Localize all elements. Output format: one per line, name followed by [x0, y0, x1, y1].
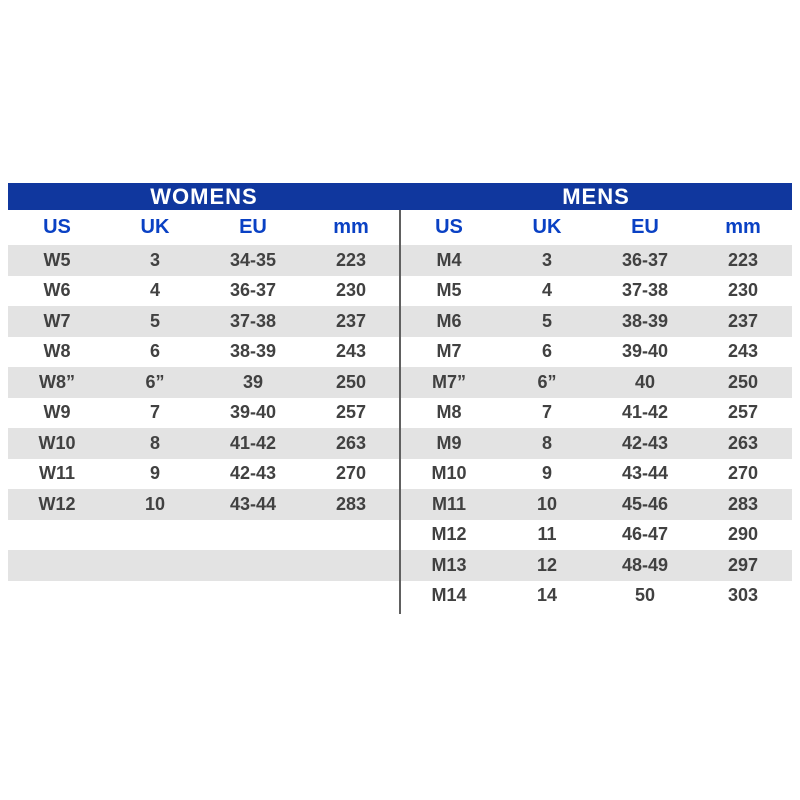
- cell-uk: 7: [149, 402, 160, 423]
- cell-us: M6: [436, 310, 462, 331]
- table-row: [8, 428, 400, 459]
- cell-uk: 5: [149, 310, 160, 331]
- cell-us: [8, 581, 106, 612]
- table-row-empty: [8, 520, 400, 551]
- cell-mm: 290: [727, 524, 759, 545]
- cell-eu: 39-40: [229, 402, 277, 423]
- cell-uk: 6: [149, 341, 160, 362]
- cell-uk: 14: [536, 585, 558, 606]
- cell-uk: 12: [536, 554, 558, 575]
- cell-us: W5: [43, 249, 71, 270]
- cell-eu: 42-43: [229, 463, 277, 484]
- cell-us: W8: [43, 341, 71, 362]
- title-bar: [8, 183, 792, 210]
- cell-mm: 237: [335, 310, 367, 331]
- cell-uk: 10: [144, 493, 166, 514]
- cell-eu: [204, 581, 302, 612]
- table-row: [8, 337, 400, 368]
- cell-eu: 45-46: [621, 493, 669, 514]
- cell-us: M13: [431, 554, 467, 575]
- mens-title: MENS: [562, 183, 630, 209]
- cell-us: [8, 520, 106, 551]
- table-row: [400, 398, 792, 429]
- cell-mm: 283: [727, 493, 759, 514]
- table-row-empty: [8, 550, 400, 581]
- table-row: [400, 550, 792, 581]
- column-header-uk: UK: [140, 216, 170, 238]
- cell-eu: 37-38: [229, 310, 277, 331]
- cell-uk: 8: [149, 432, 160, 453]
- cell-mm: 257: [727, 402, 759, 423]
- table-row: [400, 489, 792, 520]
- cell-uk: 9: [541, 463, 552, 484]
- table-row: [400, 428, 792, 459]
- column-header-us: US: [435, 216, 463, 238]
- cell-us: W7: [43, 310, 71, 331]
- cell-mm: 303: [727, 585, 759, 606]
- cell-eu: 37-38: [621, 280, 669, 301]
- table-row: [400, 306, 792, 337]
- cell-us: W11: [38, 463, 76, 484]
- womens-table: [8, 210, 400, 611]
- cell-uk: 9: [149, 463, 160, 484]
- cell-mm: 230: [727, 280, 759, 301]
- cell-us: [8, 550, 106, 581]
- cell-eu: 36-37: [229, 280, 277, 301]
- cell-eu: 46-47: [621, 524, 669, 545]
- cell-uk: 3: [541, 249, 552, 270]
- cell-uk: 11: [537, 524, 557, 545]
- cell-uk: [106, 581, 204, 612]
- cell-uk: 5: [541, 310, 552, 331]
- cell-us: M5: [436, 280, 462, 301]
- cell-eu: 34-35: [229, 249, 277, 270]
- cell-eu: 43-44: [229, 493, 277, 514]
- cell-mm: 270: [727, 463, 759, 484]
- table-body: [8, 210, 792, 611]
- table-row: [8, 276, 400, 307]
- cell-us: M7”: [431, 371, 466, 392]
- cell-uk: 4: [149, 280, 160, 301]
- cell-uk: [106, 520, 204, 551]
- column-header-uk: UK: [532, 216, 562, 238]
- cell-eu: 40: [634, 371, 656, 392]
- cell-eu: 50: [634, 585, 656, 606]
- cell-eu: 36-37: [621, 249, 669, 270]
- table-row: [8, 459, 400, 490]
- table-row: [8, 367, 400, 398]
- column-header-mm: mm: [725, 216, 761, 238]
- cell-us: M9: [436, 432, 462, 453]
- cell-mm: 250: [335, 371, 367, 392]
- column-header-eu: EU: [631, 216, 659, 238]
- cell-uk: [106, 550, 204, 581]
- cell-us: W9: [43, 402, 71, 423]
- cell-mm: 223: [335, 249, 367, 270]
- cell-mm: 257: [335, 402, 367, 423]
- womens-header-row: [8, 210, 400, 245]
- table-row: [400, 581, 792, 612]
- table-row: [400, 367, 792, 398]
- cell-eu: 41-42: [229, 432, 277, 453]
- cell-uk: 3: [149, 249, 160, 270]
- mens-header-row: [400, 210, 792, 245]
- cell-uk: 8: [541, 432, 552, 453]
- cell-mm: 223: [727, 249, 759, 270]
- cell-us: M14: [431, 585, 467, 606]
- cell-mm: 270: [335, 463, 367, 484]
- cell-mm: 243: [727, 341, 759, 362]
- cell-mm: 230: [335, 280, 367, 301]
- table-row: [8, 306, 400, 337]
- cell-eu: 39-40: [621, 341, 669, 362]
- womens-title: WOMENS: [150, 183, 258, 209]
- cell-eu: 42-43: [621, 432, 669, 453]
- cell-us: W8”: [39, 371, 75, 392]
- table-row: [8, 245, 400, 276]
- cell-us: W12: [38, 493, 76, 514]
- cell-uk: 10: [536, 493, 558, 514]
- table-row: [8, 398, 400, 429]
- cell-eu: 39: [242, 371, 264, 392]
- divider-line: [399, 210, 401, 614]
- size-chart: [8, 183, 792, 611]
- cell-mm: 243: [335, 341, 367, 362]
- cell-mm: [302, 550, 400, 581]
- cell-mm: 297: [727, 554, 759, 575]
- cell-mm: 250: [727, 371, 759, 392]
- cell-mm: 237: [727, 310, 759, 331]
- table-row: [400, 459, 792, 490]
- cell-eu: [204, 550, 302, 581]
- column-header-eu: EU: [239, 216, 267, 238]
- cell-us: W6: [43, 280, 71, 301]
- cell-eu: 38-39: [621, 310, 669, 331]
- cell-us: M4: [436, 249, 462, 270]
- cell-eu: 38-39: [229, 341, 277, 362]
- cell-mm: [302, 581, 400, 612]
- cell-us: M10: [431, 463, 467, 484]
- cell-eu: [204, 520, 302, 551]
- column-header-mm: mm: [333, 216, 369, 238]
- cell-uk: 6”: [537, 371, 557, 392]
- cell-uk: 6”: [145, 371, 165, 392]
- cell-uk: 7: [541, 402, 552, 423]
- cell-mm: [302, 520, 400, 551]
- cell-uk: 6: [541, 341, 552, 362]
- cell-eu: 41-42: [621, 402, 669, 423]
- table-row: [400, 245, 792, 276]
- cell-us: M7: [436, 341, 462, 362]
- table-row: [400, 520, 792, 551]
- cell-mm: 263: [727, 432, 759, 453]
- table-row: [8, 489, 400, 520]
- cell-us: W10: [38, 432, 76, 453]
- cell-mm: 283: [335, 493, 367, 514]
- column-header-us: US: [43, 216, 71, 238]
- cell-us: M12: [431, 524, 467, 545]
- table-row: [400, 337, 792, 368]
- table-row-empty: [8, 581, 400, 612]
- cell-eu: 48-49: [621, 554, 669, 575]
- cell-uk: 4: [541, 280, 552, 301]
- cell-us: M8: [436, 402, 462, 423]
- mens-table: [400, 210, 792, 611]
- table-row: [400, 276, 792, 307]
- cell-eu: 43-44: [621, 463, 669, 484]
- cell-mm: 263: [335, 432, 367, 453]
- cell-us: M11: [431, 493, 467, 514]
